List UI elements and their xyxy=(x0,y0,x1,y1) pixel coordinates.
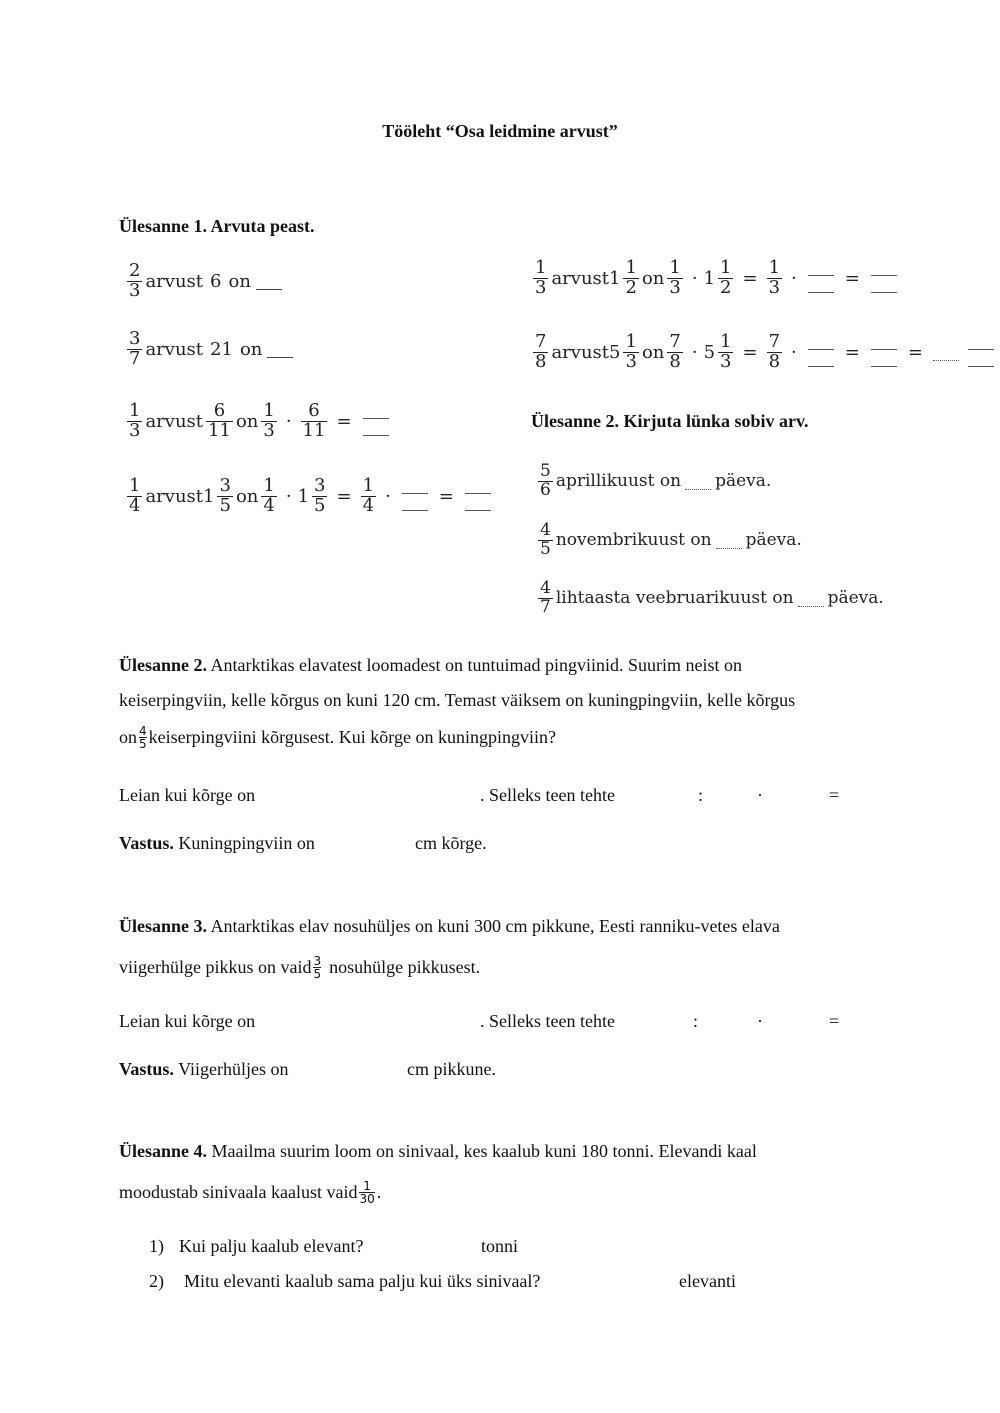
task2-answer-unit: cm kõrge. xyxy=(415,833,487,853)
task4-q2-number: 2) xyxy=(149,1271,164,1291)
task3-answer-unit: cm pikkune. xyxy=(407,1059,496,1079)
task1-line-2: $\frac{3}{7}$ arvust 21 on xyxy=(124,330,298,369)
task4-q2: Mitu elevanti kaalub sama palju kui üks sinivaal? xyxy=(184,1271,541,1291)
task2a-row-3: $\frac{4}{7}$ lihtaasta veebruarikuust on päeva. xyxy=(540,578,884,617)
answer-blank[interactable] xyxy=(798,590,824,607)
task3-line-2: viigerhülge pikkus on vaid 3 5 nosuhülge pikkusest. xyxy=(119,954,481,981)
answer-fraction-blank[interactable] xyxy=(402,481,428,511)
op-equals: = xyxy=(829,1011,840,1031)
task2-line-3: on 4 5 keiserpingviini kõrgusest. Kui kõrge on kuningpingviin? xyxy=(119,724,556,751)
answer-blank[interactable] xyxy=(933,344,959,361)
task2-answer: Vastus. Kuningpingviin on xyxy=(119,833,315,853)
task2a-row-1: $\frac{5}{6}$ aprillikuust on päeva. xyxy=(540,461,772,500)
task4-line-2: moodustab sinivaala kaalust vaid 1 30 . xyxy=(119,1179,382,1206)
answer-fraction-blank[interactable] xyxy=(968,337,994,367)
answer-fraction-blank[interactable] xyxy=(363,406,389,436)
task2-leian-label: Leian kui kõrge on xyxy=(119,785,256,805)
task3-answer: Vastus. Viigerhüljes on xyxy=(119,1059,289,1079)
task1-line-1: $\frac{2}{3}$ arvust 6 on xyxy=(124,262,287,301)
task2a-heading: Ülesanne 2. Kirjuta lünka sobiv arv. xyxy=(531,411,809,431)
answer-fraction-blank[interactable] xyxy=(871,337,897,367)
task2a-row-2: $\frac{4}{5}$ novembrikuust on päeva. xyxy=(540,520,802,559)
op-divide: : xyxy=(693,1011,699,1031)
task4-q1-number: 1) xyxy=(149,1236,164,1256)
answer-blank[interactable] xyxy=(685,473,711,490)
task3-leian-label: Leian kui kõrge on xyxy=(119,1011,256,1031)
answer-blank[interactable] xyxy=(256,273,282,290)
task4-q2-unit: elevanti xyxy=(679,1271,736,1291)
answer-blank[interactable] xyxy=(267,341,293,358)
task3-selleks-label: . Selleks teen tehte xyxy=(480,1011,615,1031)
task4-line-1: Ülesanne 4. Maailma suurim loom on sinivaal, kes kaalub kuni 180 tonni. Elevandi kaal xyxy=(119,1141,757,1161)
task1-line-3: $\frac{1}{3}$ arvust $\frac{6}{11}$ on $\frac{1}{3}$ · $\frac{6}{11}$ = xyxy=(124,402,394,441)
op-multiply: · xyxy=(757,785,763,805)
task1-line-4: $\frac{1}{4}$ arvust 1 $\frac{3}{5}$ on $\frac{1}{4}$ · 1 $\frac{3}{5}$ = $\frac{1}{4}$ · = xyxy=(124,477,496,516)
answer-fraction-blank[interactable] xyxy=(465,481,491,511)
answer-fraction-blank[interactable] xyxy=(871,263,897,293)
task4-q1: Kui palju kaalub elevant? xyxy=(179,1236,364,1256)
task2-line-2: keiserpingviin, kelle kõrgus on kuni 120 cm. Temast väiksem on kuningpingviin, kelle kõrgus xyxy=(119,690,796,710)
answer-fraction-blank[interactable] xyxy=(808,337,834,367)
task2-line-1: Ülesanne 2. Antarktikas elavatest loomadest on tuntuimad pingviinid. Suurim neist on xyxy=(119,655,742,675)
page-title: Tööleht “Osa leidmine arvust” xyxy=(382,121,618,141)
answer-blank[interactable] xyxy=(716,532,742,549)
task1-right-line-1: $\frac{1}{3}$ arvust 1 $\frac{1}{2}$ on $\frac{1}{3}$ · 1 $\frac{1}{2}$ = $\frac{1}{3}$ · = xyxy=(530,259,902,298)
op-divide: : xyxy=(698,785,704,805)
op-equals: = xyxy=(829,785,840,805)
task1-right-line-2: $\frac{7}{8}$ arvust 5 $\frac{1}{3}$ on $\frac{7}{8}$ · 5 $\frac{1}{3}$ = $\frac{7}{8}$ · = = xyxy=(530,333,999,372)
task3-line-1: Ülesanne 3. Antarktikas elav nosuhüljes on kuni 300 cm pikkune, Eesti ranniku-vetes elava xyxy=(119,916,780,936)
task2-selleks-label: . Selleks teen tehte xyxy=(480,785,615,805)
op-multiply: · xyxy=(757,1011,763,1031)
answer-fraction-blank[interactable] xyxy=(808,263,834,293)
task1-heading: Ülesanne 1. Arvuta peast. xyxy=(119,216,315,236)
task4-q1-unit: tonni xyxy=(481,1236,519,1256)
